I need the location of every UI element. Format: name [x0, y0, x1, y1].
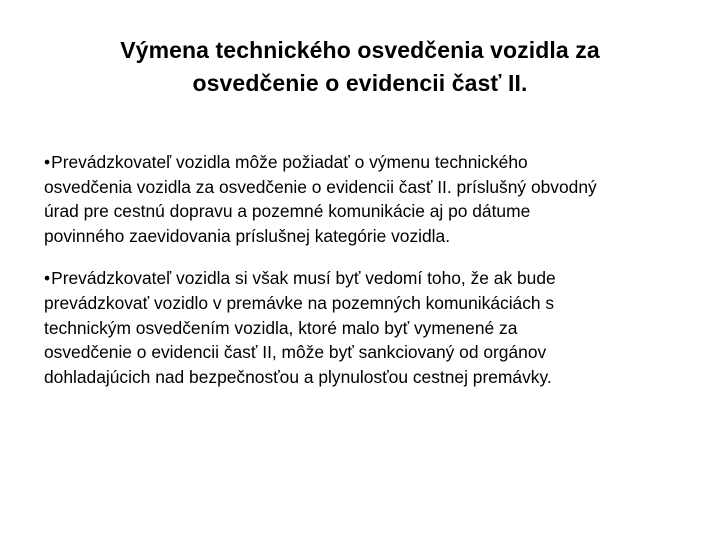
paragraph-1-line-3: úrad pre cestnú dopravu a pozemné komunikácie aj po dátume [44, 201, 531, 222]
bullet-point: • [44, 152, 51, 172]
paragraph-2-line-1 [44, 266, 694, 291]
paragraph-2-line-5: dohladajúcich nad bezpečnosťou a plynulosťou cestnej premávky. [44, 366, 552, 387]
slide-title-line-2: osvedčenie o evidencii časť II. [192, 70, 528, 96]
paragraph-2-line-1-text: Prevádzkovateľ vozidla si však musí byť vedomí toho, že ak bude [51, 268, 556, 289]
paragraph-2-line-2: prevádzkovať vozidlo v premávke na pozemných komunikáciách s [44, 292, 555, 313]
paragraph-2-line-4: osvedčenie o evidencii časť II, môže byť sankciovaný od orgánov [44, 342, 547, 363]
slide-title [60, 34, 660, 100]
bullet-point: • [44, 268, 51, 289]
bullet-paragraph-2 [44, 266, 694, 389]
bullet-paragraph-1 [44, 150, 694, 248]
paragraph-1-line-4: povinného zaevidovania príslušnej kategórie vozidla. [44, 225, 451, 246]
paragraph-1-line-1 [44, 150, 694, 175]
slide-body [44, 150, 694, 407]
slide-title-line-1: Výmena technického osvedčenia vozidla za [120, 37, 600, 63]
paragraph-2-line-3: technickým osvedčením vozidla, ktoré malo byť vymenené za [44, 317, 518, 338]
paragraph-1-line-2: osvedčenia vozidla za osvedčenie o evidencii časť II. príslušný obvodný [44, 176, 597, 197]
paragraph-1-line-1-text: Prevádzkovateľ vozidla môže požiadať o výmenu technického [51, 152, 528, 172]
